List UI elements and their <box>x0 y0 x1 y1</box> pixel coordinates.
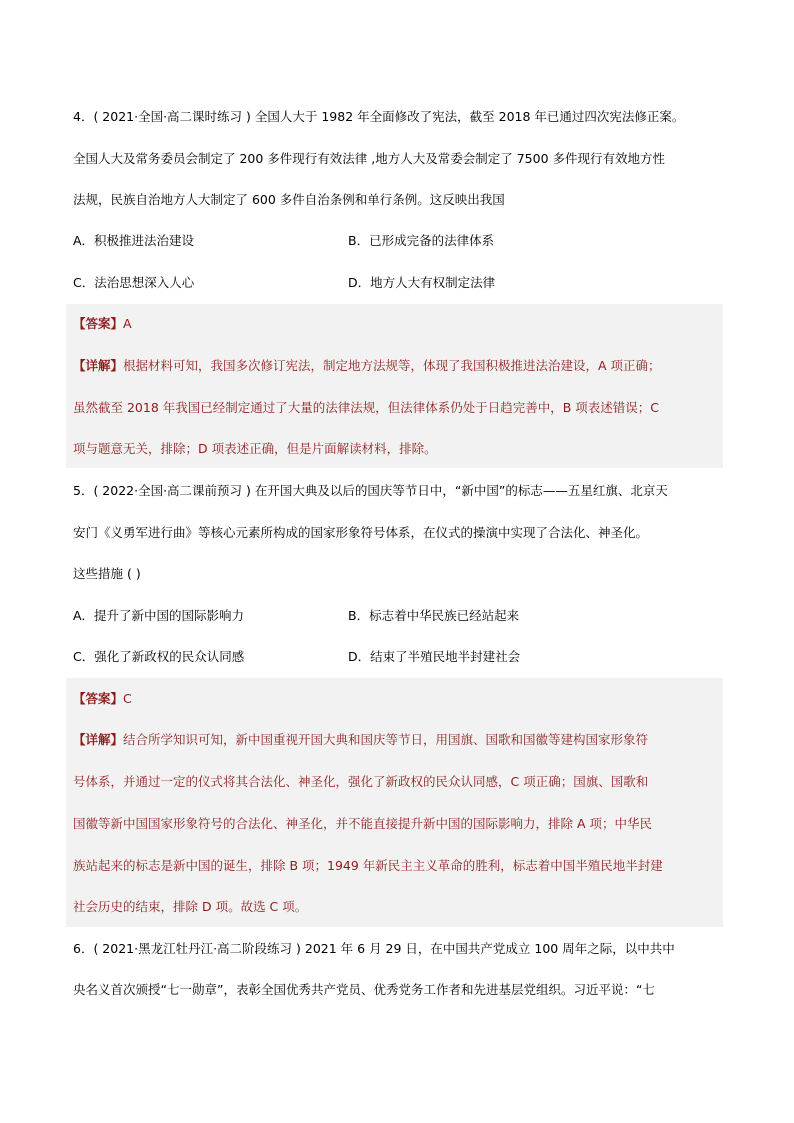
question-5-option-b: B．标志着中华民族已经站起来 <box>348 608 520 623</box>
question-5-stem-line-1: 5．( 2022·全国·高二课前预习 ) 在开国大典及以后的国庆等节日中，“新中国”的标志——五星红旗、北京天 <box>73 483 668 498</box>
question-5-detail-line-1 <box>73 731 648 749</box>
question-4-detail-line-3: 项与题意无关，排除；D 项表述正确，但是片面解读材料，排除。 <box>73 441 437 456</box>
question-4-stem-line-2: 全国人大及常务委员会制定了 200 多件现行有效法律 ,地方人大及常委会制定了 7500 多件现行有效地方性 <box>73 151 666 166</box>
question-5-option-c: C．强化了新政权的民众认同感 <box>73 649 245 664</box>
question-5-option-d: D．结束了半殖民地半封建社会 <box>348 649 521 664</box>
question-5-option-a: A．提升了新中国的国际影响力 <box>73 608 245 623</box>
question-4-detail-line-2: 虽然截至 2018 年我国已经制定通过了大量的法律法规，但法律体系仍处于日趋完善中，B 项表述错误；C <box>73 400 660 415</box>
question-4-option-d: D．地方人大有权制定法律 <box>348 275 496 290</box>
detail-text: 结合所学知识可知，新中国重视开国大典和国庆等节日，用国旗、国歌和国徽等建构国家形象符 <box>123 732 649 747</box>
question-5-stem-line-3: 这些措施 ( ) <box>73 566 141 581</box>
answer-value: A <box>123 316 132 331</box>
detail-label: 【详解】 <box>73 732 124 747</box>
question-4-option-b: B．已形成完备的法律体系 <box>348 233 495 248</box>
question-4-option-a: A．积极推进法治建设 <box>73 233 195 248</box>
question-5-detail-line-5: 社会历史的结束，排除 D 项。故选 C 项。 <box>73 899 308 914</box>
question-4-option-c: C．法治思想深入人心 <box>73 275 195 290</box>
question-6-stem-line-2: 央名义首次颁授“七一勋章”，表彰全国优秀共产党员、优秀党务工作者和先进基层党组织。习近平说：“七 <box>73 982 655 997</box>
detail-text: 根据材料可知，我国多次修订宪法，制定地方法规等，体现了我国积极推进法治建设，A 项正确； <box>123 358 661 373</box>
question-5-answer <box>73 690 132 708</box>
question-5-answer-panel <box>66 678 723 927</box>
question-5-detail-line-2: 号体系，并通过一定的仪式将其合法化、神圣化，强化了新政权的民众认同感，C 项正确；国旗、国歌和 <box>73 774 649 789</box>
question-4-stem-line-3: 法规，民族自治地方人大制定了 600 多件自治条例和单行条例。这反映出我国 <box>73 192 505 207</box>
question-6-stem-line-1: 6．( 2021·黑龙江牡丹江·高二阶段练习 ) 2021 年 6 月 29 日，在中国共产党成立 100 周年之际，以中共中 <box>73 941 675 956</box>
question-4-answer <box>73 315 132 333</box>
detail-label: 【详解】 <box>73 358 124 373</box>
answer-label: 【答案】 <box>73 691 124 706</box>
question-5-detail-line-4: 族站起来的标志是新中国的诞生，排除 B 项；1949 年新民主主义革命的胜利，标志着中国半殖民地半封建 <box>73 858 663 873</box>
answer-label: 【答案】 <box>73 316 124 331</box>
question-4-stem-line-1: 4．( 2021·全国·高二课时练习 ) 全国人大于 1982 年全面修改了宪法，截至 2018 年已通过四次宪法修正案。 <box>73 109 685 124</box>
question-5-detail-line-3: 国徽等新中国国家形象符号的合法化、神圣化，并不能直接提升新中国的国际影响力，排除 A 项；中华民 <box>73 816 652 831</box>
question-4-detail-line-1 <box>73 357 661 375</box>
answer-value: C <box>123 691 132 706</box>
question-5-stem-line-2: 安门《义勇军进行曲》等核心元素所构成的国家形象符号体系，在仪式的操演中实现了合法化、神圣化。 <box>73 525 649 540</box>
